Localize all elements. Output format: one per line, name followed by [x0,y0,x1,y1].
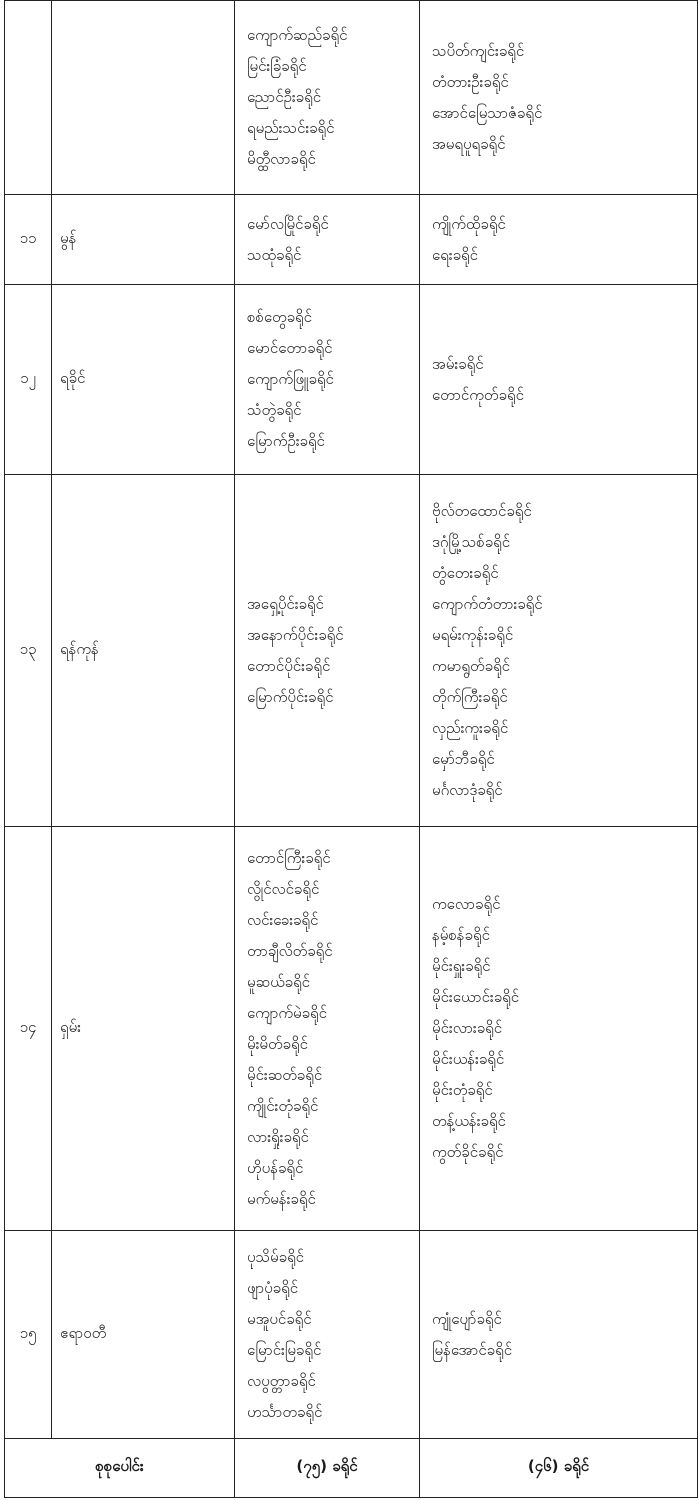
list-item: ဒဂုံမြို့သစ်ခရိုင် [432,532,511,551]
table-row [5,827,698,1231]
list-item: မောင်တောခရိုင် [247,339,333,357]
list-item: မူဆယ်ခရိုင် [247,972,311,991]
list-item: ကလောခရိုင် [432,895,501,913]
region-name: ရှမ်း [52,827,235,1231]
list-item: မြောက်ပိုင်းခရိုင် [247,687,334,706]
list-item: တောင်ကြီးခရိုင် [247,848,331,867]
list-item: ရေးခရိုင် [432,245,478,264]
list-item: ကျိုက်ထိုခရိုင် [432,214,506,233]
row-number: ၁၄ [5,827,52,1231]
list-item: မအူပင်ခရိုင် [247,1309,312,1328]
list-item: အမရပူရခရိုင် [432,134,506,153]
list-item: အနောက်ပိုင်းခရိုင် [247,625,344,644]
list-item: ဖျာပုံခရိုင် [247,1278,299,1297]
row-number: ၁၃ [5,475,52,827]
new-district-list [420,1231,698,1439]
district-table [4,0,698,1498]
table-row [5,475,698,827]
list-item: သထုံခရိုင် [247,245,302,264]
list-item: ကျုံပျော်ခရိုင် [432,1309,502,1328]
list-item: လွိုင်လင်ခရိုင် [247,879,320,898]
list-item: တန့်ယန်းခရိုင် [432,1112,506,1130]
list-item: ပုသိမ်ခရိုင် [247,1247,304,1266]
row-number: ၁၂ [5,285,52,475]
district-list [235,827,420,1231]
new-district-list [420,827,698,1231]
total-districts: (၇၅) ခရိုင် [235,1439,420,1498]
table-row [5,1231,698,1439]
list-item: တွံတေးခရိုင် [432,563,499,582]
list-item: သံတွဲခရိုင် [247,401,302,419]
row-number: ၁၁ [5,195,52,285]
list-item: မြောင်းမြခရိုင် [247,1340,322,1359]
list-item: စစ်တွေခရိုင် [247,308,312,326]
new-district-list [420,1,698,195]
list-item: မိုင်းဆတ်ခရိုင် [247,1065,323,1084]
list-item: တာချီလိတ်ခရိုင် [247,941,333,960]
list-item: မှော်ဘီခရိုင် [432,749,495,768]
district-list [235,1,420,195]
list-item: လားရှိုးခရိုင် [247,1127,309,1146]
list-item: ကျိုင်းတုံခရိုင် [247,1096,319,1115]
table-row [5,1,698,195]
region-name: မွန် [52,195,235,285]
row-number: ၁၅ [5,1231,52,1439]
total-new-districts: (၄၆) ခရိုင် [420,1439,698,1498]
list-item: ကျောက်ဖြူခရိုင် [247,370,334,388]
list-item: နမ့်စန်ခရိုင် [432,926,490,944]
region-name: ဧရာဝတီ [52,1231,235,1439]
list-item: မိတ္ထီလာခရိုင် [247,150,316,168]
row-number [5,1,52,195]
list-item: ညောင်ဦးခရိုင် [247,88,322,106]
list-item: တိုက်ကြီးခရိုင် [432,687,508,706]
list-item: ဟင်္သာတခရိုင် [247,1402,323,1421]
list-item: ကမာရွတ်ခရိုင် [432,656,511,675]
list-item: တောင်ပိုင်းခရိုင် [247,656,331,675]
list-item: ကျောက်တံတားခရိုင် [432,594,543,613]
table-row [5,195,698,285]
list-item: မင်္ဂလာဒုံခရိုင် [432,780,503,799]
list-item: ကျောက်ဆည်ခရိုင် [247,26,348,44]
table-row [5,285,698,475]
total-row [5,1439,698,1498]
district-list [235,195,420,285]
list-item: လင်းခေးခရိုင် [247,910,319,929]
list-item: မိုင်းယောင်းခရိုင် [432,988,520,1006]
list-item: သပိတ်ကျင်းခရိုင် [432,41,525,60]
list-item: တောင်ကုတ်ခရိုင် [432,385,524,404]
new-district-list [420,285,698,475]
list-item: မရမ်းကုန်းခရိုင် [432,625,514,644]
list-item: မြန်အောင်ခရိုင် [432,1340,513,1359]
list-item: ဗိုလ်တထောင်ခရိုင် [432,501,532,520]
list-item: မြင်းခြံခရိုင် [247,57,307,75]
district-list [235,475,420,827]
new-district-list [420,195,698,285]
region-name [52,1,235,195]
region-name: ရခိုင် [52,285,235,475]
total-label: စုစုပေါင်း [5,1439,235,1498]
list-item: မိုင်းတုံခရိုင် [432,1081,493,1099]
list-item: ရမည်းသင်းခရိုင် [247,119,335,137]
list-item: ကျောက်မဲခရိုင် [247,1003,327,1022]
region-name: ရန်ကုန် [52,475,235,827]
list-item: မိုးမိတ်ခရိုင် [247,1034,308,1053]
list-item: မက်မန်းခရိုင် [247,1189,316,1208]
list-item: လပွတ္တာခရိုင် [247,1371,316,1390]
list-item: မြောက်ဦးခရိုင် [247,432,325,450]
list-item: အောင်မြေသာဇံခရိုင် [432,103,543,122]
list-item: အမ်းခရိုင် [432,354,484,373]
list-item: မိုင်းယန်းခရိုင် [432,1050,505,1068]
list-item: တံတားဦးခရိုင် [432,72,509,91]
list-item: မိုင်းရှူးခရိုင် [432,957,491,975]
list-item: ဟိုပန်ခရိုင် [247,1158,304,1177]
list-item: အရှေ့ပိုင်းခရိုင် [247,594,324,613]
district-list [235,1231,420,1439]
district-list [235,285,420,475]
new-district-list [420,475,698,827]
list-item: မိုင်းလားခရိုင် [432,1019,503,1037]
list-item: ကွတ်ခိုင်ခရိုင် [432,1143,504,1161]
list-item: လှည်းကူးခရိုင် [432,718,509,737]
list-item: မော်လမြိုင်ခရိုင် [247,214,329,233]
